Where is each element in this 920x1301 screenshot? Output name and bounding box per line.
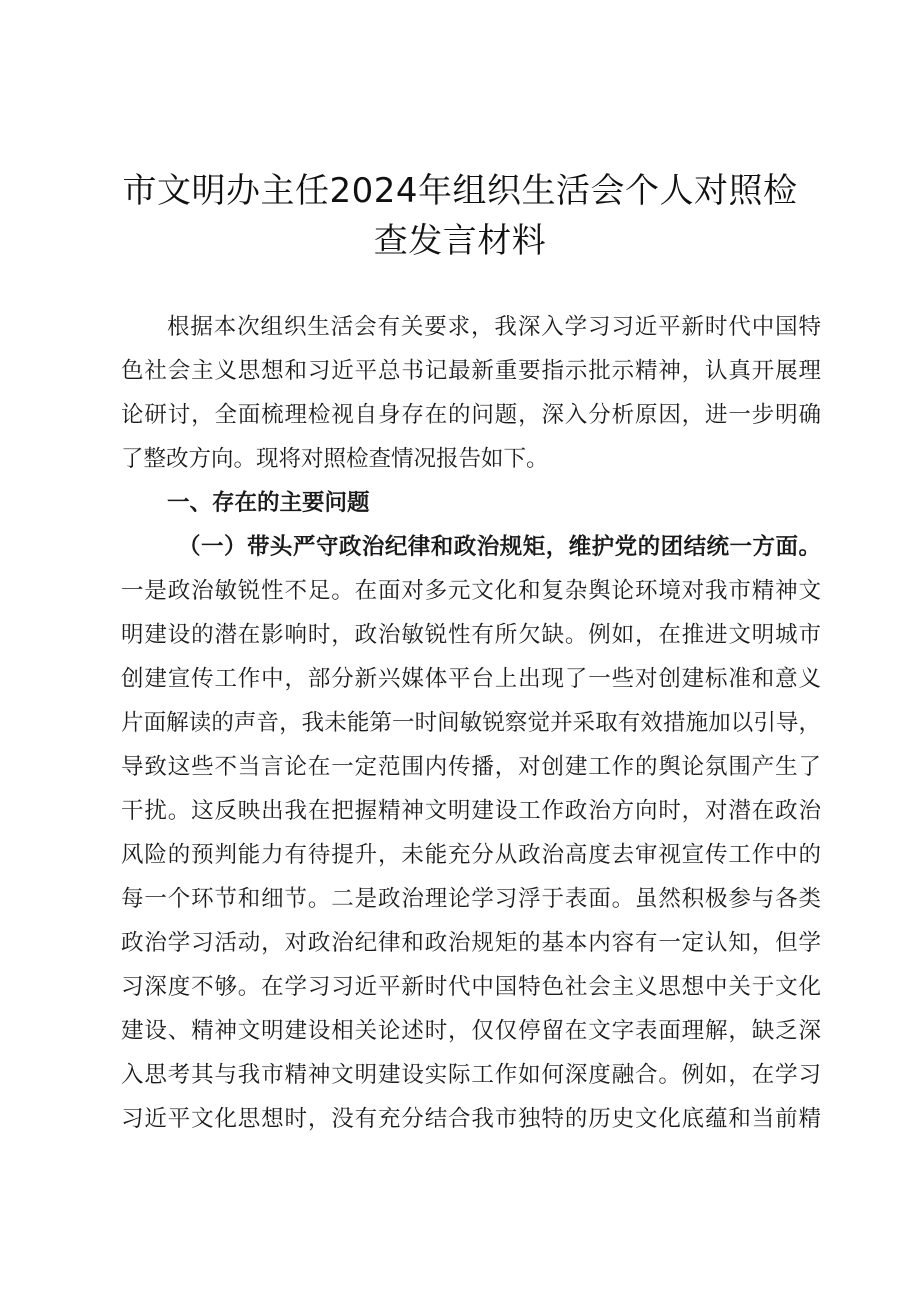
body-line: 习深度不够。在学习习近平新时代中国特色社会主义思想中关于文化	[121, 974, 821, 1000]
body-line: 导致这些不当言论在一定范围内传播，对创建工作的舆论氛围产生了	[121, 754, 821, 780]
body-line: 片面解读的声音，我未能第一时间敏锐察觉并采取有效措施加以引导，	[121, 710, 821, 736]
body-line: 干扰。这反映出我在把握精神文明建设工作政治方向时，对潜在政治	[121, 798, 821, 824]
body-line: 风险的预判能力有待提升，未能充分从政治高度去审视宣传工作中的	[121, 842, 821, 868]
body-line: 入思考其与我市精神文明建设实际工作如何深度融合。例如，在学习	[121, 1062, 821, 1088]
intro-paragraph-line: 根据本次组织生活会有关要求，我深入学习习近平新时代中国特	[167, 314, 821, 340]
document-title-line-1: 市文明办主任2024年组织生活会个人对照检	[122, 171, 798, 211]
body-line: 一是政治敏锐性不足。在面对多元文化和复杂舆论环境对我市精神文	[121, 578, 821, 604]
subsection-heading: （一）带头严守政治纪律和政治规矩，维护党的团结统一方面。	[178, 534, 821, 560]
body-line: 每一个环节和细节。二是政治理论学习浮于表面。虽然积极参与各类	[121, 886, 821, 912]
body-line: 习近平文化思想时，没有充分结合我市独特的历史文化底蕴和当前精	[121, 1106, 821, 1132]
section-heading: 一、存在的主要问题	[167, 490, 370, 516]
body-line: 明建设的潜在影响时，政治敏锐性有所欠缺。例如，在推进文明城市	[121, 622, 821, 648]
body-line: 创建宣传工作中，部分新兴媒体平台上出现了一些对创建标准和意义	[121, 666, 821, 692]
intro-paragraph-line: 论研讨，全面梳理检视自身存在的问题，深入分析原因，进一步明确	[121, 402, 821, 428]
intro-paragraph-line: 色社会主义思想和习近平总书记最新重要指示批示精神，认真开展理	[121, 358, 821, 384]
intro-paragraph-line: 了整改方向。现将对照检查情况报告如下。	[121, 446, 549, 472]
body-line: 政治学习活动，对政治纪律和政治规矩的基本内容有一定认知，但学	[121, 930, 821, 956]
body-line: 建设、精神文明建设相关论述时，仅仅停留在文字表面理解，缺乏深	[121, 1018, 821, 1044]
document-title-line-2: 查发言材料	[373, 221, 547, 261]
